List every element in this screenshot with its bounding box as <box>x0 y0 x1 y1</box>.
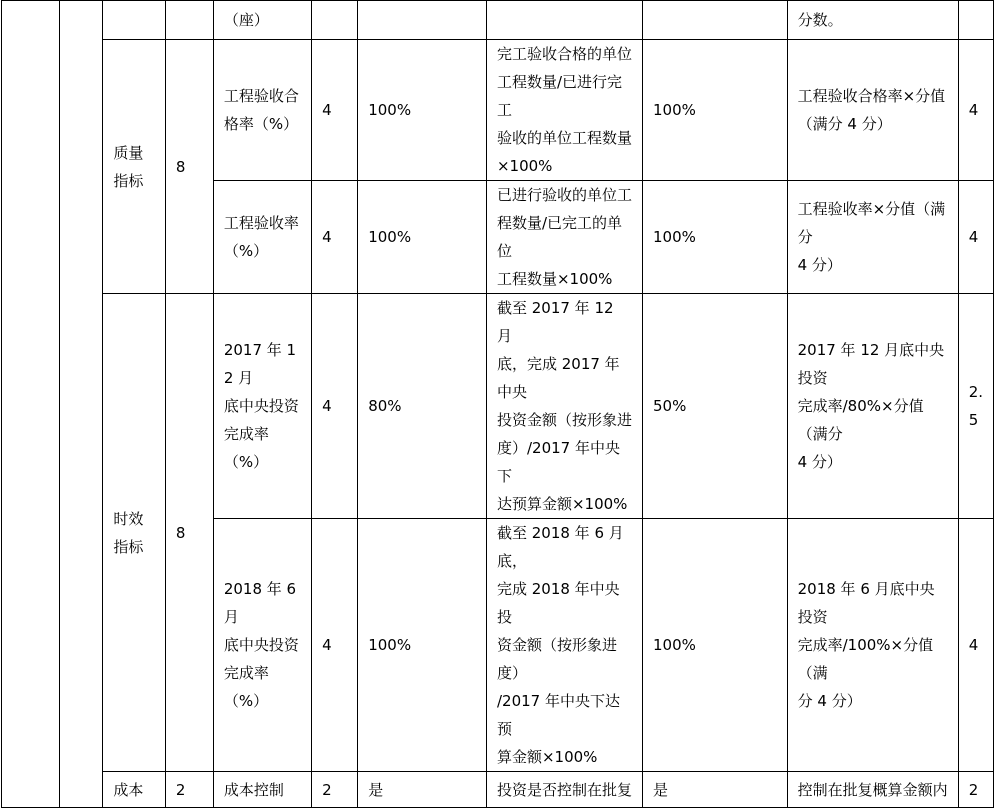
formula-cell: 截至 2018 年 6 月底， 完成 2018 年中央投 资金额（按形象进度） /2017 年中央下达预 算金额×100% <box>486 519 642 772</box>
target-cell: 80% <box>358 294 487 519</box>
indicator-cell: 工程验收率 （%） <box>213 181 311 294</box>
method-cell: 工程验收率×分值（满分 4 分） <box>787 181 958 294</box>
actual-cell: 100% <box>642 519 787 772</box>
table-row <box>2 1 994 40</box>
target-cell: 100% <box>358 40 487 181</box>
actual-cell: 100% <box>642 181 787 294</box>
weight-cell: 8 <box>165 40 213 294</box>
outer-blank-cell-1 <box>2 1 60 808</box>
actual-cell: 50% <box>642 294 787 519</box>
score-cell: 4 <box>312 181 358 294</box>
actual-cell <box>642 1 787 40</box>
indicator-cell: 成本控制 <box>213 772 311 808</box>
table-row <box>2 294 994 519</box>
category-cell: 质量 指标 <box>103 40 165 294</box>
formula-cell: 投资是否控制在批复 <box>486 772 642 808</box>
actual-cell: 100% <box>642 40 787 181</box>
outer-blank-cell-2 <box>59 1 102 808</box>
indicator-cell: 2018 年 6 月 底中央投资 完成率（%） <box>213 519 311 772</box>
table-row <box>2 40 994 181</box>
target-cell: 100% <box>358 519 487 772</box>
result-cell: 4 <box>958 519 993 772</box>
method-cell: 分数。 <box>787 1 958 40</box>
score-cell: 2 <box>312 772 358 808</box>
indicator-cell: （座） <box>213 1 311 40</box>
target-cell: 100% <box>358 181 487 294</box>
table-row <box>2 772 994 808</box>
formula-cell <box>486 1 642 40</box>
method-cell: 2018 年 6 月底中央投资 完成率/100%×分值（满 分 4 分） <box>787 519 958 772</box>
score-cell: 4 <box>312 40 358 181</box>
result-cell <box>958 1 993 40</box>
actual-cell: 是 <box>642 772 787 808</box>
target-cell: 是 <box>358 772 487 808</box>
category-cell <box>103 1 165 40</box>
result-cell: 4 <box>958 40 993 181</box>
score-cell: 4 <box>312 294 358 519</box>
weight-cell: 2 <box>165 772 213 808</box>
indicator-cell: 工程验收合 格率（%） <box>213 40 311 181</box>
result-cell: 2.5 <box>958 294 993 519</box>
weight-cell: 8 <box>165 294 213 772</box>
method-cell: 工程验收合格率×分值 （满分 4 分） <box>787 40 958 181</box>
weight-cell <box>165 1 213 40</box>
formula-cell: 截至 2017 年 12 月 底，完成 2017 年中央 投资金额（按形象进 度）/2017 年中央下 达预算金额×100% <box>486 294 642 519</box>
score-cell: 4 <box>312 519 358 772</box>
score-cell <box>312 1 358 40</box>
target-cell <box>358 1 487 40</box>
result-cell: 2 <box>958 772 993 808</box>
method-cell: 控制在批复概算金额内 <box>787 772 958 808</box>
result-cell: 4 <box>958 181 993 294</box>
indicator-cell: 2017 年 12 月 底中央投资 完成率（%） <box>213 294 311 519</box>
formula-cell: 完工验收合格的单位 工程数量/已进行完工 验收的单位工程数量 ×100% <box>486 40 642 181</box>
category-cell: 成本 <box>103 772 165 808</box>
performance-evaluation-table <box>1 0 994 808</box>
method-cell: 2017 年 12 月底中央投资 完成率/80%×分值（满分 4 分） <box>787 294 958 519</box>
formula-cell: 已进行验收的单位工 程数量/已完工的单位 工程数量×100% <box>486 181 642 294</box>
category-cell: 时效 指标 <box>103 294 165 772</box>
